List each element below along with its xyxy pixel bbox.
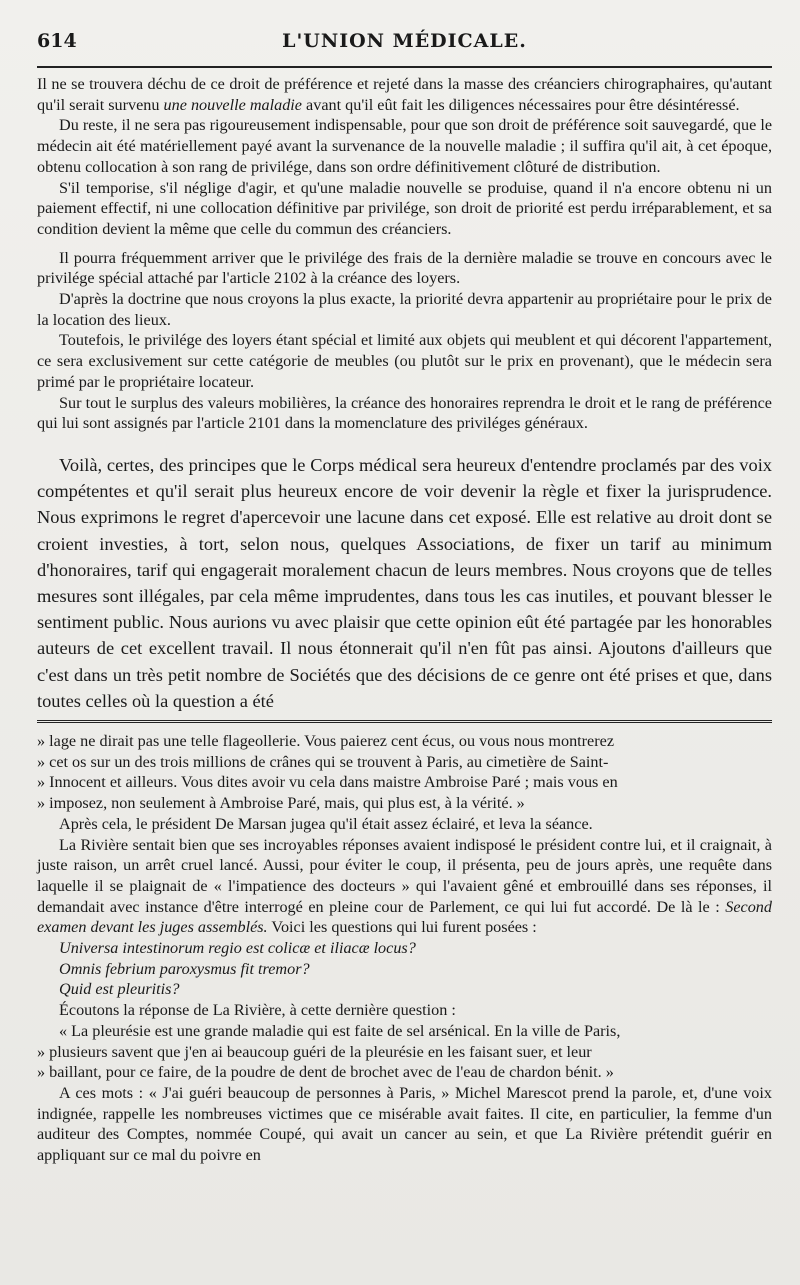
upper-paragraph-7: Sur tout le surplus des valeurs mobilières, la créance des honoraires reprendra le droit et le rang de préférence qui lui sont assignés par l'article 2101 dans la momenclature des priviléges généraux. (37, 393, 772, 433)
answer-line: « La pleurésie est une grande maladie qui est faite de sel arsénical. En la ville de Paris, (59, 1021, 621, 1040)
latin-question: Quid est pleuritis? (59, 980, 180, 999)
feuilleton-paragraph-4: A ces mots : « J'ai guéri beaucoup de personnes à Paris, » Michel Marescot prend la parole, et, d'une voix indignée, rappelle les nombreuses victimes que ce misérable avait faites. Il cite, en particulier, la femme d'un auditeur des Comptes, nommée Coupé, qui avait un cancer au sein, et que La Rivière prétendit guérir en appliquant sur ce mal du poivre en (37, 1083, 772, 1165)
upper-paragraph-2: Du reste, il ne sera pas rigoureusement indispensable, pour que son droit de préférence soit sauvegardé, que le médecin ait été matériellement payé avant la survenance de la nouvelle maladie ; il suffira qu'il ait, à cet époque, obtenu collocation à son rang de privilége, dans son ordre définitivement clôturé de distribution. (37, 116, 772, 176)
upper-paragraph-4: Il pourra fréquemment arriver que le privilége des frais de la dernière maladie se trouve en concours avec le privilége spécial attaché par l'article 2102 à la créance des loyers. (37, 248, 772, 288)
main-paragraph: Voilà, certes, des principes que le Corps médical sera heureux d'entendre proclamés par des voix compétentes et qu'il serait plus heureux encore de voir devenir la règle et fixer la jurisprudence. Nous exprimons le regret d'apercevoir une lacune dans cet exposé. Elle est relative au droit dont se croient investies, à tort, selon nous, quelques Associations, de fixer un tarif au minimum d'honoraires, tarif qui engagerait moralement chacun de leurs membres. Nous croyons que de telles mesures sont illégales, par cela même imprudentes, dans tous les cas inutiles, et pouvant blesser le sentiment public. Nous aurions vu avec plaisir que cette opinion eût été partagée par les honorables auteurs de cet excellent travail. Il nous étonnerait qu'il n'en fût pas ainsi. Ajoutons d'ailleurs que c'est dans un très petit nombre de Sociétés que des décisions de ce genre ont été prises et que, dans toutes celles où la question a été (37, 454, 772, 711)
quote-block (37, 731, 772, 814)
answer-quote (37, 1021, 772, 1083)
feuilleton-paragraph-3: Écoutons la réponse de La Rivière, à cette dernière question : (59, 1001, 456, 1020)
upper-paragraph-5: D'après la doctrine que nous croyons la plus exacte, la priorité devra appartenir au propriétaire pour le prix de la location des lieux. (37, 290, 772, 329)
answer-block (37, 1021, 772, 1083)
main-section (37, 452, 772, 714)
latin-question: Omnis febrium paroxysmus fit tremor? (59, 959, 310, 978)
latin-questions (37, 938, 772, 1000)
page-number: 614 (37, 30, 77, 52)
quote-line: » imposez, non seulement à Ambroise Paré, mais, qui plus est, à la vérité. » (37, 794, 525, 813)
upper-paragraph-6: Toutefois, le privilége des loyers étant spécial et limité aux objets qui meublent et qui décorent l'appartement, ce sera exclusivement sur cette catégorie de meubles (ou plutôt sur le prix en provenant), que le médecin sera primé par le propriétaire locateur. (37, 331, 772, 391)
quote-line: » Innocent et ailleurs. Vous dites avoir vu cela dans maistre Ambroise Paré ; mais vous en (37, 773, 618, 792)
feuilleton-body-3 (37, 1083, 772, 1166)
feuilleton-body-2 (37, 1000, 772, 1021)
running-title: L'UNION MÉDICALE. (282, 30, 527, 52)
feuilleton-paragraph-1: Après cela, le président De Marsan jugea qu'il était assez éclairé, et leva la séance. (59, 814, 593, 833)
upper-section (37, 74, 772, 434)
upper-paragraph-3: S'il temporise, s'il néglige d'agir, et qu'une maladie nouvelle se produise, quand il n'a encore obtenu ni un paiement effectif, ni une collocation définitive par privilége, son droit de priorité est perdu irréparablement, et sa condition devient la même que celle du commun des créanciers. (37, 178, 772, 238)
quote-line: » lage ne dirait pas une telle flageollerie. Vous paierez cent écus, ou vous nous montrerez (37, 731, 615, 750)
latin-question: Universa intestinorum regio est colicæ et iliacæ locus? (59, 939, 416, 958)
upper-paragraph-1: Il ne se trouvera déchu de ce droit de préférence et rejeté dans la masse des créanciers chirographaires, qu'autant qu'il serait survenu une nouvelle maladie avant qu'il eût fait les diligences nécessaires pour être désintéressé. (37, 75, 772, 114)
quote-line: » cet os sur un des trois millions de crânes qui se trouvent à Paris, au cimetière de Saint- (37, 752, 609, 771)
feuilleton-body (37, 814, 772, 938)
feuilleton-section (37, 731, 772, 814)
answer-line: » baillant, pour ce faire, de la poudre de dent de brochet avec de l'eau de chardon bénit. » (37, 1063, 614, 1082)
feuilleton-paragraph-2: La Rivière sentait bien que ses incroyables réponses avaient indisposé le président contre lui, et il craignait, à juste raison, un arrêt cruel lancé. Aussi, pour éviter le coup, il présenta, peu de jours après, une requête dans laquelle il se plaignait de « l'impatience des docteurs » qui l'avaient gêné et embrouillé dans ses réponses, il demandait avec instance d'être interrogé en pleine cour de Parlement, ce qui lui fut accordé. De là le : Second examen devant les juges assemblés. Voici les questions qui lui furent posées : (37, 835, 772, 937)
answer-line: » plusieurs savent que j'en ai beaucoup guéri de la pleurésie en les faisant suer, et leur (37, 1042, 592, 1061)
header-rule (37, 66, 772, 68)
feuilleton-rule (37, 720, 772, 723)
page-header (37, 30, 772, 62)
